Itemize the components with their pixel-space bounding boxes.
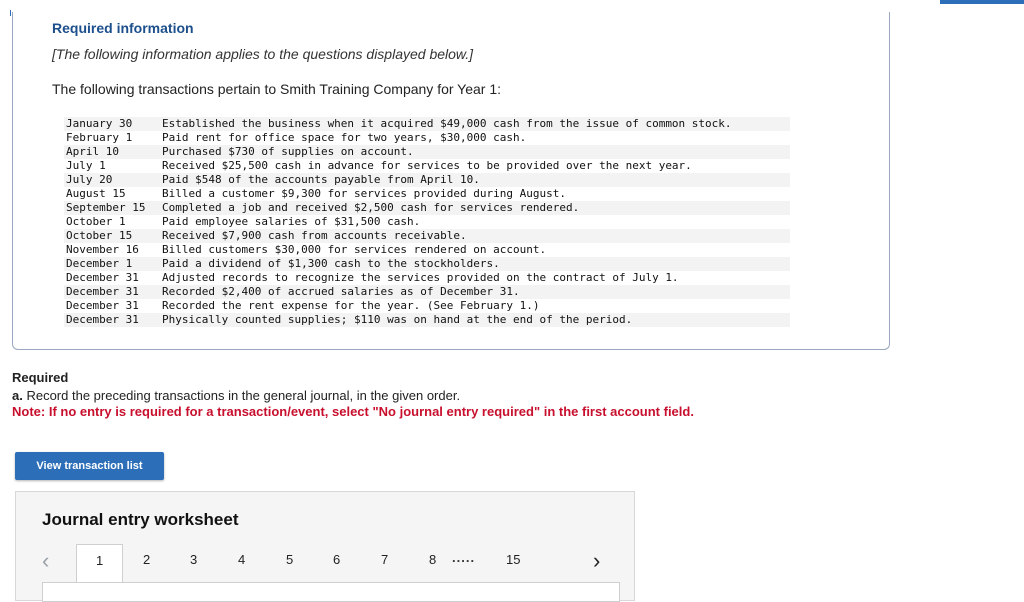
transaction-description: Recorded $2,400 of accrued salaries as of December 31. (160, 285, 790, 299)
required-information-heading: Required information (52, 20, 194, 36)
transaction-date: December 31 (64, 285, 160, 299)
part-a-text: Record the preceding transactions in the general journal, in the given order. (22, 388, 461, 403)
transaction-date: February 1 (66, 131, 133, 144)
transaction-row (64, 131, 790, 145)
transactions-table (64, 117, 790, 327)
transaction-date: October 1 (66, 215, 126, 228)
transaction-date: October 15 (64, 229, 160, 243)
applies-note: [The following information applies to the questions displayed below.] (52, 46, 474, 62)
page-tab-15[interactable]: 15 (506, 552, 521, 567)
part-a-instruction (12, 388, 460, 403)
transaction-row (64, 285, 790, 299)
transaction-date: September 15 (64, 201, 160, 215)
transaction-description: Paid employee salaries of $31,500 cash. (162, 215, 421, 228)
transaction-row (64, 257, 790, 271)
chevron-left-icon[interactable]: ‹ (42, 548, 50, 573)
transaction-row (64, 271, 790, 285)
page-ellipsis: ..... (452, 550, 476, 565)
note-text: Note: If no entry is required for a transaction/event, select "No journal entry required" in the first account field. (12, 404, 694, 419)
page-tab-2[interactable]: 2 (143, 552, 151, 567)
page-tab-6[interactable]: 6 (333, 552, 341, 567)
transaction-row (64, 173, 790, 187)
transaction-date: April 10 (64, 145, 160, 159)
transaction-date: November 16 (66, 243, 139, 256)
transaction-description: Billed customers $30,000 for services rendered on account. (162, 243, 547, 256)
transaction-row (64, 159, 790, 173)
transaction-date: January 30 (64, 117, 160, 131)
transaction-row (64, 229, 790, 243)
transaction-date: August 15 (66, 187, 126, 200)
worksheet-title: Journal entry worksheet (42, 510, 239, 529)
transaction-date: July 1 (66, 159, 106, 172)
transaction-description: Established the business when it acquired $49,000 cash from the issue of common stock. (160, 117, 790, 131)
transaction-description: Recorded the rent expense for the year. (See February 1.) (162, 299, 540, 312)
transaction-date: December 31 (64, 313, 160, 327)
journal-entry-area (42, 582, 620, 602)
transaction-description: Billed a customer $9,300 for services provided during August. (162, 187, 566, 200)
part-a-label: a. (12, 388, 23, 403)
transaction-description: Completed a job and received $2,500 cash for services rendered. (160, 201, 790, 215)
transaction-date: December 1 (64, 257, 160, 271)
transaction-row (64, 313, 790, 327)
transaction-row (64, 215, 790, 229)
transaction-description: Paid $548 of the accounts payable from April 10. (160, 173, 790, 187)
transaction-date: July 20 (64, 173, 160, 187)
intro-text: The following transactions pertain to Smith Training Company for Year 1: (52, 81, 502, 97)
top-accent-bar (940, 0, 1024, 4)
chevron-right-icon[interactable]: › (593, 548, 601, 573)
page-tab-7[interactable]: 7 (381, 552, 389, 567)
transaction-row (64, 145, 790, 159)
transaction-description: Received $25,500 cash in advance for services to be provided over the next year. (162, 159, 692, 172)
view-transaction-list-button[interactable]: View transaction list (15, 452, 164, 480)
required-heading: Required (12, 370, 69, 385)
transaction-row (64, 299, 790, 313)
journal-entry-worksheet (15, 491, 635, 601)
transaction-description: Adjusted records to recognize the services provided on the contract of July 1. (162, 271, 679, 284)
transaction-row (64, 243, 790, 257)
page-tab-8[interactable]: 8 (429, 552, 437, 567)
transaction-row (64, 201, 790, 215)
transaction-description: Paid a dividend of $1,300 cash to the stockholders. (160, 257, 790, 271)
transaction-row (64, 117, 790, 131)
transaction-description: Purchased $730 of supplies on account. (160, 145, 790, 159)
transaction-description: Received $7,900 cash from accounts receivable. (160, 229, 790, 243)
transaction-date: December 31 (66, 271, 139, 284)
worksheet-pager (16, 544, 636, 584)
transaction-date: December 31 (66, 299, 139, 312)
page-tab-4[interactable]: 4 (238, 552, 246, 567)
transaction-description: Physically counted supplies; $110 was on hand at the end of the period. (160, 313, 790, 327)
transaction-row (64, 187, 790, 201)
transaction-description: Paid rent for office space for two years, $30,000 cash. (162, 131, 527, 144)
page-tab-3[interactable]: 3 (190, 552, 198, 567)
page-tab-5[interactable]: 5 (286, 552, 294, 567)
page-tab-1[interactable]: 1 (76, 544, 123, 582)
